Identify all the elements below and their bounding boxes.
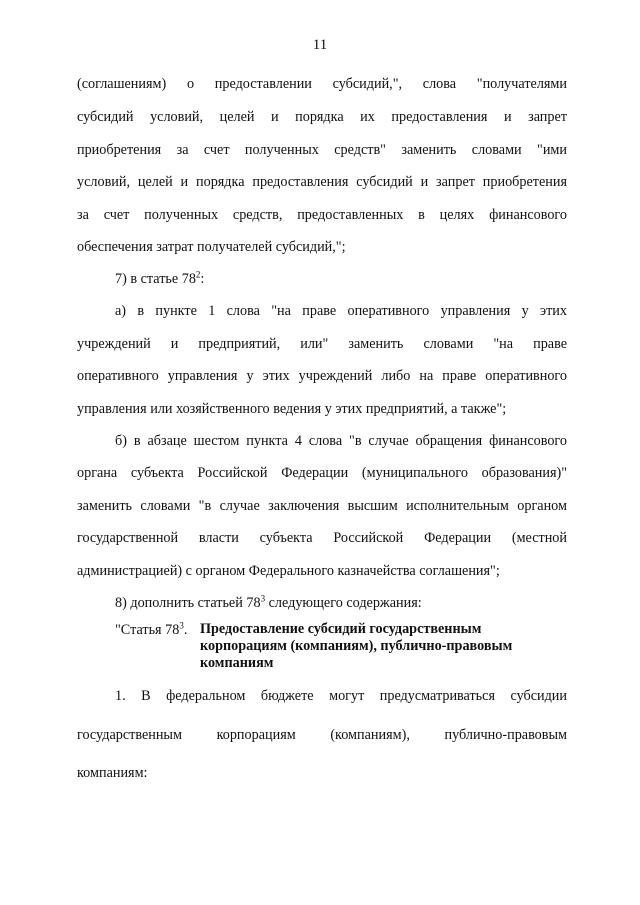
item-7-heading: 7) в статье $78^2$:	[115, 269, 205, 287]
article-title-line: Предоставление субсидий государственным	[200, 621, 482, 637]
item-7b-line: заменить словами "в случае заключения высшим исполнительным органом	[77, 498, 567, 514]
article-title-line: корпорациям (компаниям), публично-правовым	[200, 638, 513, 654]
paragraph-line: субсидий условий, целей и порядка их предоставления и запрет	[77, 109, 567, 125]
article-label: "Статья $78^3$.	[115, 620, 188, 638]
article-title-line: компаниям	[200, 655, 274, 671]
item-8-heading: 8) дополнить статьей $78^3$ следующего содержания:	[115, 593, 422, 611]
item-7a-line: оперативного управления у этих учреждений либо на праве оперативного	[77, 368, 567, 384]
item-7a-line: а) в пункте 1 слова "на праве оперативного управления у этих	[115, 303, 567, 319]
paragraph-line: условий, целей и порядка предоставления субсидий и запрет приобретения	[77, 174, 567, 190]
article-title	[200, 621, 580, 672]
paragraph-line: за счет полученных средств, предоставленных в целях финансового	[77, 207, 567, 223]
paragraph-line: приобретения за счет полученных средств" заменить словами "ими	[77, 142, 567, 158]
clause-1-line: государственным корпорациям (компаниям), публично-правовым	[77, 727, 567, 743]
paragraph-line: обеспечения затрат получателей субсидий,";	[77, 239, 346, 255]
paragraph-line: (соглашениям) о предоставлении субсидий,", слова "получателями	[77, 76, 567, 92]
item-7b-line: б) в абзаце шестом пункта 4 слова "в случае обращения финансового	[115, 433, 567, 449]
item-7b-line: администрацией) с органом Федерального казначейства соглашения";	[77, 563, 500, 579]
item-7a-line: управления или хозяйственного ведения у этих предприятий, а также";	[77, 401, 507, 417]
item-7b-line: государственной власти субъекта Российской Федерации (местной	[77, 530, 567, 546]
clause-1-line: компаниям:	[77, 765, 148, 781]
page-number: 11	[312, 37, 328, 53]
item-7a-line: учреждений и предприятий, или" заменить словами "на праве	[77, 336, 567, 352]
item-7b-line: органа субъекта Российской Федерации (муниципального образования)"	[77, 465, 567, 481]
clause-1-line: 1. В федеральном бюджете могут предусматриваться субсидии	[115, 688, 567, 704]
